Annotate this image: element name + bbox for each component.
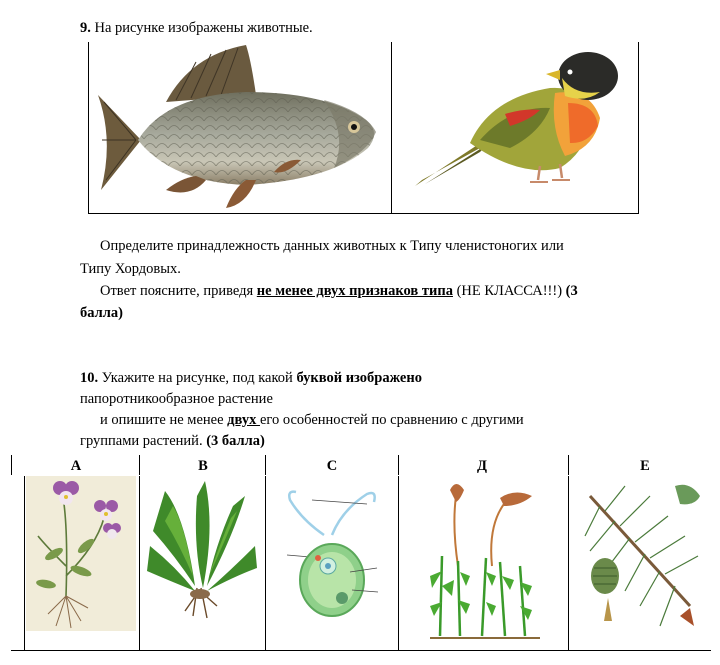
grid-bottom (11, 650, 711, 651)
q9-number: 9. (80, 20, 91, 36)
table-border-left (88, 42, 89, 214)
grid-line-1 (139, 455, 140, 475)
q10-number: 10. (80, 370, 99, 386)
q9-paragraph-2-line-1 (100, 283, 578, 300)
label-e: Е (640, 458, 650, 474)
grid-line-2 (265, 455, 266, 475)
fern-image (145, 476, 260, 626)
pine-image (580, 476, 705, 641)
label-a: А (70, 458, 82, 474)
q9-instruction-note: (НЕ КЛАССА!!!) (452, 283, 566, 299)
q9-heading (80, 20, 313, 37)
q9-score-cont: балла) (80, 305, 123, 321)
grid-col-4 (568, 476, 569, 650)
grid-col-3 (398, 476, 399, 650)
q9-paragraph-2-line-2 (80, 305, 123, 322)
q10-line-3 (100, 412, 524, 429)
q10-emphasis-2: двух (227, 412, 260, 428)
grid-col-0 (24, 476, 25, 650)
q9-paragraph-1-line-1: Определите принадлежность данных животных к Типу членистоногих или (100, 238, 564, 254)
moss-image (420, 476, 550, 648)
table-border-bottom (88, 213, 639, 214)
q10-score: (3 балла) (206, 433, 265, 449)
fish-image (96, 40, 386, 212)
q10-text-3: и опишите не менее (100, 412, 228, 428)
grid-line-3 (398, 455, 399, 475)
label-d: Д (477, 458, 487, 474)
table-divider (391, 42, 392, 214)
q9-instruction-emphasis: не менее двух признаков типа (256, 283, 453, 299)
bird-image (410, 48, 625, 188)
q10-text-4: группами растений. (80, 433, 207, 449)
label-c: С (326, 458, 338, 474)
q10-emphasis-1: буквой изображено (296, 370, 422, 386)
grid-col-1 (139, 476, 140, 650)
q9-score: (3 (565, 283, 578, 299)
grid-col-2 (265, 476, 266, 650)
q9-instruction: Ответ поясните, приведя (100, 283, 257, 299)
q10-line-4 (80, 433, 265, 450)
table-border-right (638, 42, 639, 214)
grid-line-0 (11, 455, 12, 475)
alga-image (282, 480, 382, 620)
label-b: В (198, 458, 208, 474)
pansy-image (26, 476, 136, 631)
q10-text-1: Укажите на рисунке, под какой (98, 370, 297, 386)
q10-text-3b: его особенностей по сравнению с другими (259, 412, 524, 428)
q9-title: На рисунке изображены животные. (94, 20, 313, 36)
q10-line-1 (80, 370, 422, 387)
q9-paragraph-1-line-2: Типу Хордовых. (80, 261, 181, 277)
q10-line-2: папоротникообразное растение (80, 391, 273, 407)
grid-line-4 (568, 455, 569, 475)
